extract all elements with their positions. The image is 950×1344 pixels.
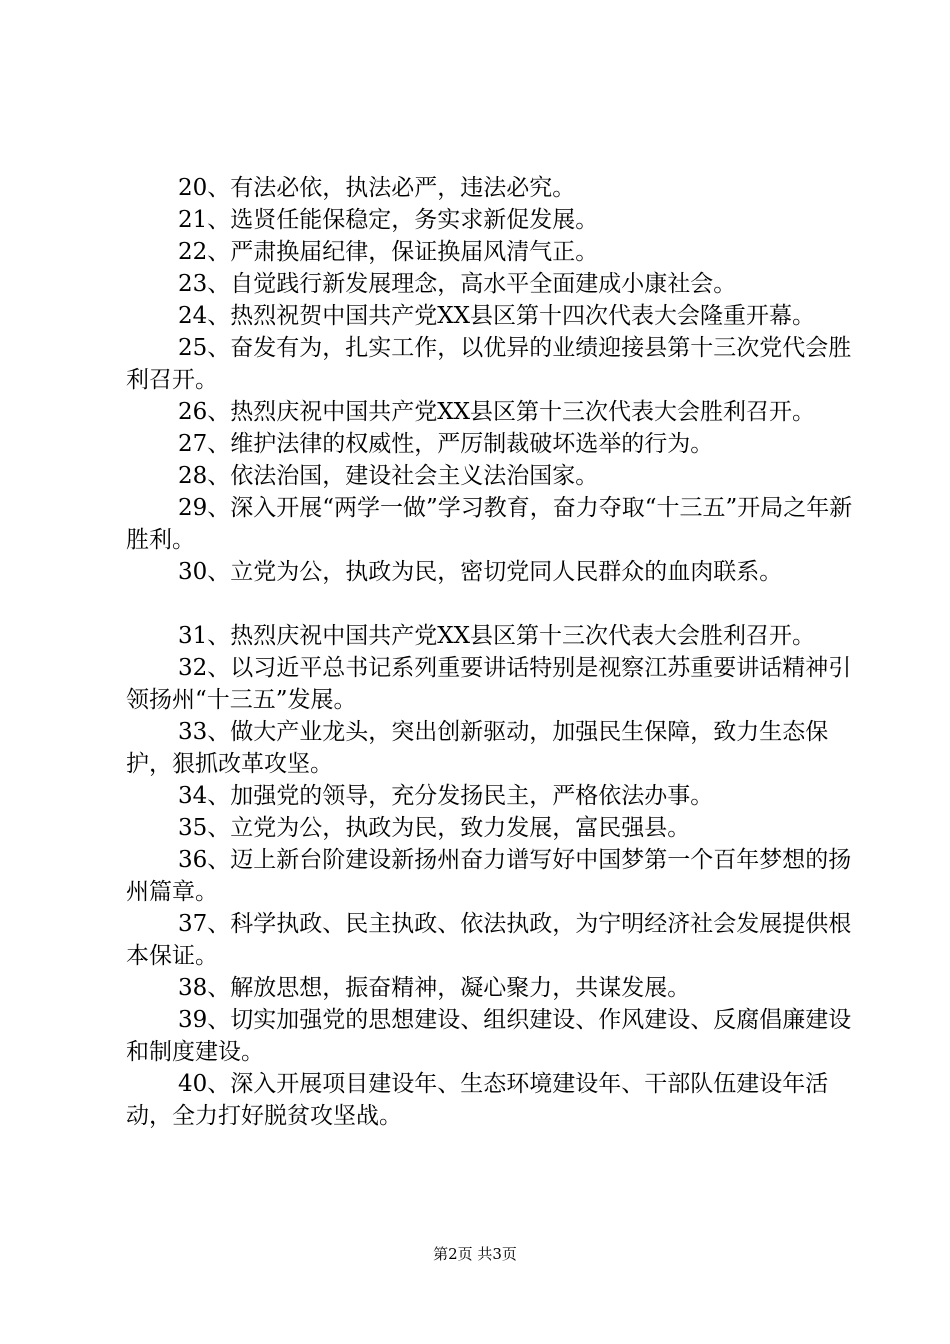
- list-item: 32、以习近平总书记系列重要讲话特别是视察江苏重要讲话精神引领扬州“十三五”发展。: [126, 655, 852, 713]
- list-item: 31、热烈庆祝中国共产党XX县区第十三次代表大会胜利召开。: [178, 623, 816, 649]
- page-footer: 第2页 共3页: [433, 1245, 517, 1263]
- list-item: 33、做大产业龙头，突出创新驱动，加强民生保障，致力生态保护，狠抓改革攻坚。: [126, 719, 829, 777]
- blank-line: [126, 588, 856, 620]
- list-item: 28、依法治国，建设社会主义法治国家。: [178, 463, 599, 489]
- slogan-list: [126, 172, 856, 1132]
- list-item: 37、科学执政、民主执政、依法执政，为宁明经济社会发展提供根本保证。: [126, 911, 852, 969]
- list-item: 39、切实加强党的思想建设、组织建设、作风建设、反腐倡廉建设和制度建设。: [126, 1007, 852, 1065]
- list-item: 40、深入开展项目建设年、生态环境建设年、干部队伍建设年活动，全力打好脱贫攻坚战。: [126, 1071, 829, 1129]
- list-item: 22、严肃换届纪律，保证换届风清气正。: [178, 239, 599, 265]
- list-item: 23、自觉践行新发展理念，高水平全面建成小康社会。: [178, 271, 737, 297]
- list-item: 35、立党为公，执政为民，致力发展，富民强县。: [178, 815, 691, 841]
- list-item: 38、解放思想，振奋精神，凝心聚力，共谋发展。: [178, 975, 691, 1001]
- list-item: 36、迈上新台阶建设新扬州奋力谱写好中国梦第一个百年梦想的扬州篇章。: [126, 847, 852, 905]
- list-item: 24、热烈祝贺中国共产党XX县区第十四次代表大会隆重开幕。: [178, 303, 816, 329]
- list-item: 26、热烈庆祝中国共产党XX县区第十三次代表大会胜利召开。: [178, 399, 816, 425]
- list-item: 34、加强党的领导，充分发扬民主，严格依法办事。: [178, 783, 714, 809]
- list-item: 25、奋发有为，扎实工作，以优异的业绩迎接县第十三次党代会胜利召开。: [126, 335, 852, 393]
- list-item: 21、选贤任能保稳定，务实求新促发展。: [178, 207, 599, 233]
- list-item: 30、立党为公，执政为民，密切党同人民群众的血肉联系。: [178, 559, 783, 585]
- list-item: 27、维护法律的权威性，严厉制裁破坏选举的行为。: [178, 431, 714, 457]
- list-item: 20、有法必依，执法必严，违法必究。: [178, 175, 576, 201]
- list-item: 29、深入开展“两学一做”学习教育，奋力夺取“十三五”开局之年新胜利。: [126, 495, 853, 553]
